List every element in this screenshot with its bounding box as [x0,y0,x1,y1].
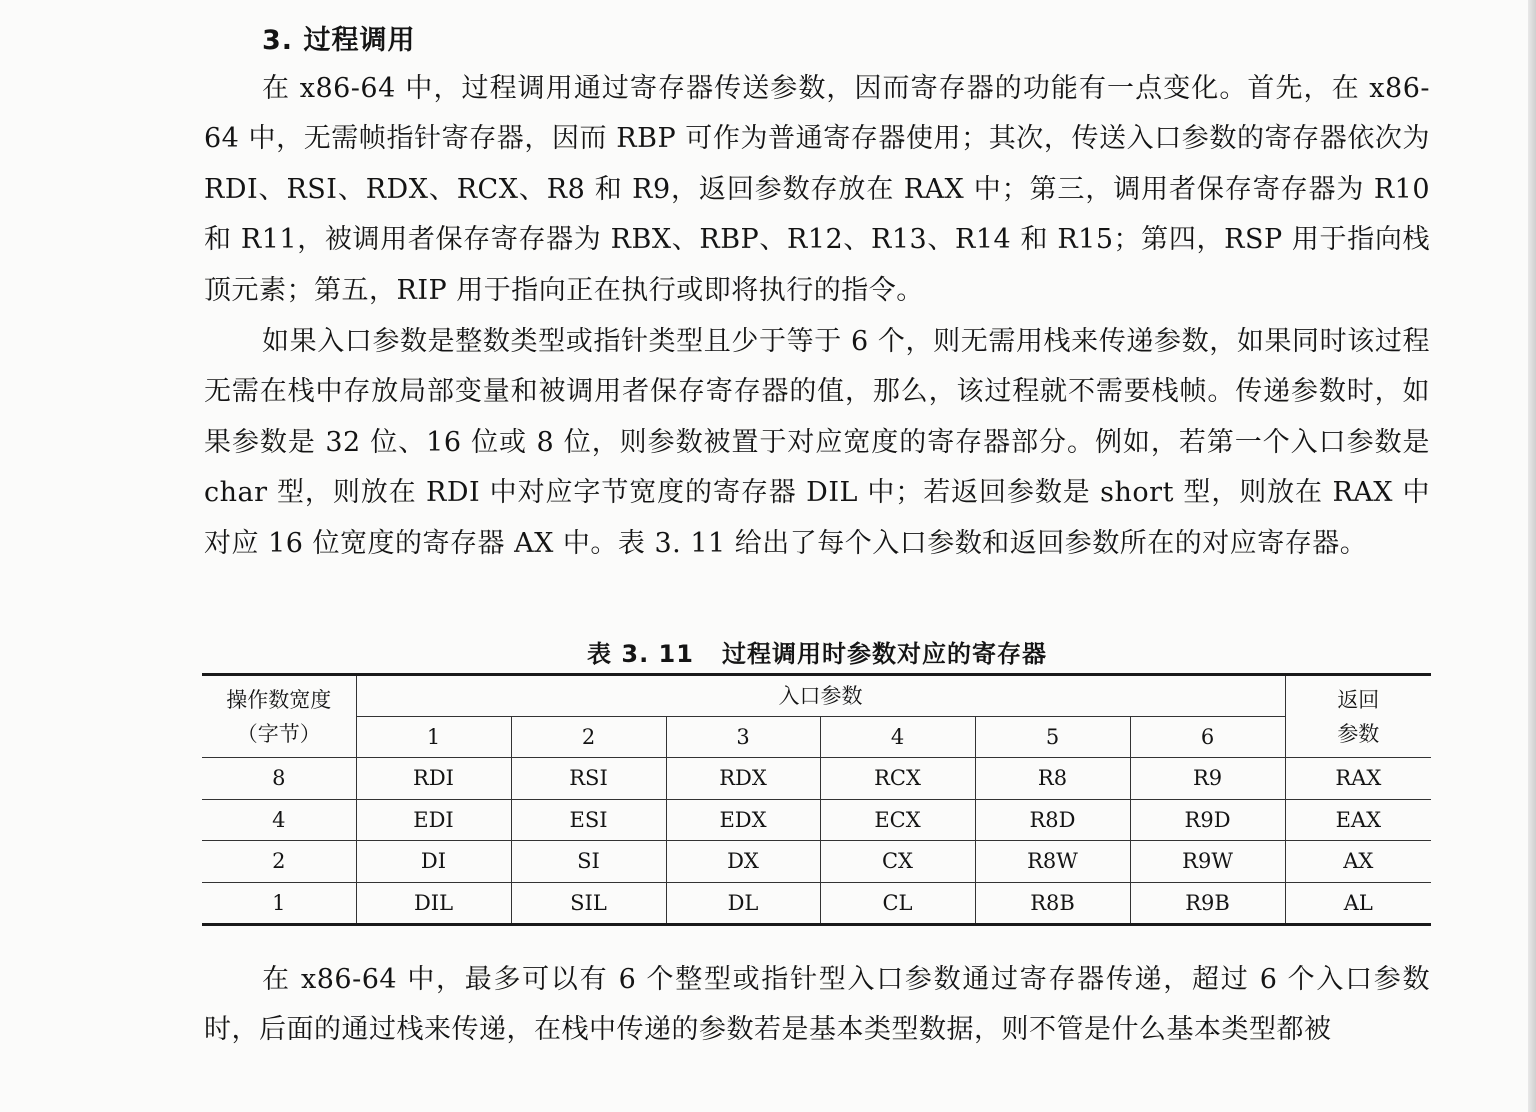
cell-width: 2 [202,841,356,883]
cell-register: RSI [511,758,666,800]
cell-register: EDX [666,799,820,841]
header-return-line2: 参数 [1337,721,1380,746]
cell-register: R8D [975,799,1130,841]
cell-return-register: AX [1285,841,1431,883]
header-param-2: 2 [511,717,666,758]
header-param-6: 6 [1130,717,1285,758]
header-param-3: 3 [666,717,820,758]
cell-register: R8 [975,758,1130,800]
cell-width: 1 [202,882,356,925]
cell-register: CX [820,841,975,883]
cell-width: 4 [202,799,356,841]
cell-register: ECX [820,799,975,841]
header-entry-params: 入口参数 [356,675,1285,717]
cell-register: RDI [356,758,511,800]
cell-register: CL [820,882,975,925]
cell-register: RDX [666,758,820,800]
page-edge-shadow [1528,0,1536,1112]
header-return-param [1285,675,1431,758]
register-table [202,673,1431,926]
cell-return-register: AL [1285,882,1431,925]
header-param-4: 4 [820,717,975,758]
cell-return-register: RAX [1285,758,1431,800]
section-title: 3. 过程调用 [262,25,416,56]
header-param-1: 1 [356,717,511,758]
cell-register: R8W [975,841,1130,883]
cell-register: R9B [1130,882,1285,925]
header-return-line1: 返回 [1337,687,1380,712]
table-row [202,882,1431,925]
cell-register: EDI [356,799,511,841]
table-caption [204,634,1430,669]
cell-register: R9W [1130,841,1285,883]
cell-register: DI [356,841,511,883]
cell-register: R8B [975,882,1130,925]
paragraph-parameter-passing: 如果入口参数是整数类型或指针类型且少于等于 6 个，则无需用栈来传递参数，如果同时该过程无需在栈中存放局部变量和被调用者保存寄存器的值，那么，该过程就不需要栈帧。传递参数时，如果参数是 32 位、16 位或 8 位，则参数被置于对应宽度的寄存器部分。例如，若第一个入口参数是 char 型，则放在 RDI 中对应字节宽度的寄存器 DIL 中；若返回参数是 short 型，则放在 RAX 中对应 16 位宽度的寄存器 AX 中。表 3. 11 给出了每个入口参数和返回参数所在的对应寄存器。 [204,326,1430,559]
header-operand-width [202,675,356,758]
header-operand-width-line2: （字节） [236,721,321,746]
paragraph-register-roles: 在 x86-64 中，过程调用通过寄存器传送参数，因而寄存器的功能有一点变化。首先，在 x86-64 中，无需帧指针寄存器，因而 RBP 可作为普通寄存器使用；其次，传送入口参数的寄存器依次为 RDI、RSI、RDX、RCX、R8 和 R9，返回参数存放在 RAX 中；第三，调用者保存寄存器为 R10 和 R11，被调用者保存寄存器为 RBX、RBP、R12、R13、R14 和 R15；第四，RSP 用于指向栈顶元素；第五，RIP 用于指向正在执行或即将执行的指令。 [204,73,1430,306]
table-caption-title: 过程调用时参数对应的寄存器 [721,640,1047,668]
paragraph-stack-passing: 在 x86-64 中，最多可以有 6 个整型或指针型入口参数通过寄存器传递，超过 6 个入口参数时，后面的通过栈来传递，在栈中传递的参数若是基本类型数据，则不管是什么基本类型都被 [204,964,1430,1046]
cell-register: DX [666,841,820,883]
cell-register: DIL [356,882,511,925]
cell-register: RCX [820,758,975,800]
cell-register: DL [666,882,820,925]
cell-return-register: EAX [1285,799,1431,841]
table-row [202,799,1431,841]
cell-register: ESI [511,799,666,841]
table-caption-number: 表 3. 11 [587,640,694,668]
cell-register: SI [511,841,666,883]
header-param-5: 5 [975,717,1130,758]
cell-register: R9 [1130,758,1285,800]
table-row [202,841,1431,883]
cell-register: SIL [511,882,666,925]
cell-width: 8 [202,758,356,800]
cell-register: R9D [1130,799,1285,841]
table-row [202,758,1431,800]
header-operand-width-line1: 操作数宽度 [226,687,332,712]
